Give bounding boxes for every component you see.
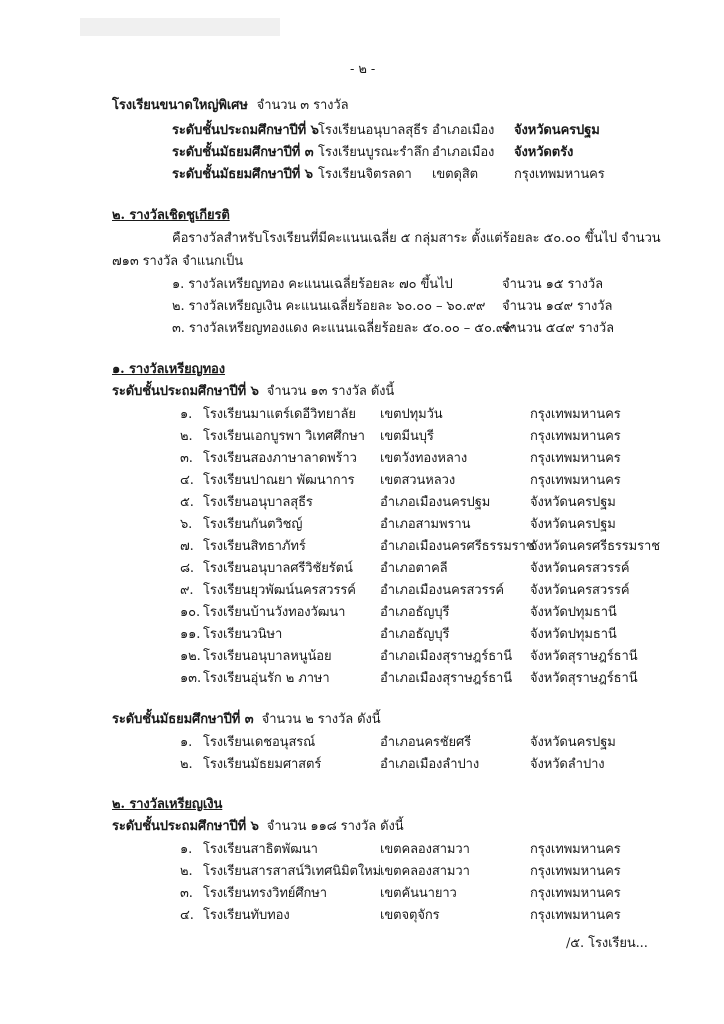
row-province: จังหวัดนครปฐม xyxy=(530,495,616,510)
row-district: อำเภอเมืองนครปฐม xyxy=(380,495,491,510)
row-number: ๔. xyxy=(180,908,194,923)
row-province: กรุงเทพมหานคร xyxy=(530,451,621,466)
award-label: ๓. รางวัลเหรียญทองแดง คะแนนเฉลี่ยร้อยละ ๕๐.๐๐ – ๕๐.๙๙ xyxy=(172,321,515,336)
row-school: โรงเรียนอนุบาลศรีวิชัยรัตน์ xyxy=(203,561,353,576)
row-province: กรุงเทพมหานคร xyxy=(514,167,605,182)
row-school: โรงเรียนทรงวิทย์ศึกษา xyxy=(203,886,327,901)
row-province: กรุงเทพมหานคร xyxy=(530,429,621,444)
row-school: โรงเรียนสองภาษาลาดพร้าว xyxy=(203,451,357,466)
row-province: จังหวัดปทุมธานี xyxy=(530,627,617,642)
row-school: โรงเรียนอุ่นรัก ๒ ภาษา xyxy=(203,671,330,686)
row-province: จังหวัดตรัง xyxy=(514,145,574,160)
row-province: จังหวัดลำปาง xyxy=(530,757,605,772)
row-school: โรงเรียนอนุบาลสุธีร xyxy=(203,495,313,510)
row-number: ๔. xyxy=(180,473,194,488)
row-district: เขตดุสิต xyxy=(432,167,478,182)
section2-heading: ๒. รางวัลเชิดชูเกียรติ xyxy=(112,208,230,223)
row-school: โรงเรียนบูรณะรำลึก xyxy=(318,145,430,160)
row-district: เขตคลองสามวา xyxy=(380,864,470,879)
section2-description: คือรางวัลสำหรับโรงเรียนที่มีคะแนนเฉลี่ย ๕ กลุ่มสาระ ตั้งแต่ร้อยละ ๕๐.๐๐ ขึ้นไป จำนวน xyxy=(172,231,661,246)
row-province: กรุงเทพมหานคร xyxy=(530,864,621,879)
row-province: กรุงเทพมหานคร xyxy=(530,407,621,422)
row-school: โรงเรียนทับทอง xyxy=(203,908,290,923)
section2-description-cont: ๗๑๓ รางวัล จำแนกเป็น xyxy=(112,254,244,269)
row-school: โรงเรียนสาธิตพัฒนา xyxy=(203,842,318,857)
row-school: โรงเรียนปาณยา พัฒนาการ xyxy=(203,473,355,488)
row-number: ๓. xyxy=(180,886,193,901)
special-large-heading: โรงเรียนขนาดใหญ่พิเศษ จำนวน ๓ รางวัล xyxy=(112,98,349,113)
row-number: ๑. xyxy=(180,842,193,857)
row-district: เขตคันนายาว xyxy=(380,886,457,901)
row-level: ระดับชั้นประถมศึกษาปีที่ ๖ xyxy=(172,123,319,138)
silver-primary-level: ระดับชั้นประถมศึกษาปีที่ ๖ จำนวน ๑๑๘ รางวัล ดังนี้ xyxy=(112,819,404,834)
row-number: ๒. xyxy=(180,429,193,444)
row-number: ๗. xyxy=(180,539,194,554)
row-number: ๑๐. xyxy=(180,605,201,620)
row-district: เขตจตุจักร xyxy=(380,908,440,923)
gold-heading: ๑. รางวัลเหรียญทอง xyxy=(112,362,226,377)
row-district: เขตสวนหลวง xyxy=(380,473,456,488)
gold-secondary-level: ระดับชั้นมัธยมศึกษาปีที่ ๓ จำนวน ๒ รางวัล ดังนี้ xyxy=(112,712,381,727)
row-province: จังหวัดสุราษฎร์ธานี xyxy=(530,671,638,686)
row-district: อำเภอธัญบุรี xyxy=(380,605,450,620)
row-school: โรงเรียนเดชอนุสรณ์ xyxy=(203,735,316,750)
row-number: ๑. xyxy=(180,735,193,750)
row-province: กรุงเทพมหานคร xyxy=(530,908,621,923)
row-district: อำเภอเมืองสุราษฎร์ธานี xyxy=(380,671,513,686)
row-district: เขตปทุมวัน xyxy=(380,407,443,422)
row-level: ระดับชั้นมัธยมศึกษาปีที่ ๖ xyxy=(172,167,313,182)
award-count: จำนวน ๕๔๙ รางวัล xyxy=(502,321,614,336)
award-label: ๑. รางวัลเหรียญทอง คะแนนเฉลี่ยร้อยละ ๗๐ ขึ้นไป xyxy=(172,277,453,292)
faint-header-mark xyxy=(80,18,280,36)
row-province: จังหวัดนครปฐม xyxy=(530,735,616,750)
continuation-marker: /๕. โรงเรียน... xyxy=(566,936,648,951)
row-school: โรงเรียนมัธยมศาสตร์ xyxy=(203,757,322,772)
silver-heading: ๒. รางวัลเหรียญเงิน xyxy=(112,797,223,812)
row-number: ๑๑. xyxy=(180,627,201,642)
row-school: โรงเรียนจิตรลดา xyxy=(318,167,412,182)
row-school: โรงเรียนมาแตร์เดอีวิทยาลัย xyxy=(203,407,356,422)
row-province: กรุงเทพมหานคร xyxy=(530,473,621,488)
row-province: จังหวัดนครปฐม xyxy=(530,517,616,532)
row-district: อำเภอธัญบุรี xyxy=(380,627,450,642)
row-district: อำเภอเมืองลำปาง xyxy=(380,757,480,772)
row-number: ๖. xyxy=(180,517,193,532)
row-province: กรุงเทพมหานคร xyxy=(530,886,621,901)
page-number: - ๒ - xyxy=(350,62,376,77)
row-district: อำเภอเมืองสุราษฎร์ธานี xyxy=(380,649,513,664)
row-number: ๘. xyxy=(180,561,194,576)
row-school: โรงเรียนอนุบาลสุธีร xyxy=(318,123,428,138)
row-level: ระดับชั้นมัธยมศึกษาปีที่ ๓ xyxy=(172,145,314,160)
row-number: ๓. xyxy=(180,451,193,466)
row-school: โรงเรียนบ้านวังทองวัฒนา xyxy=(203,605,346,620)
row-school: โรงเรียนสารสาสน์วิเทศนิมิตใหม่ xyxy=(203,864,382,879)
row-school: โรงเรียนกันตวิชญ์ xyxy=(203,517,303,532)
row-school: โรงเรียนสิทธาภัทร์ xyxy=(203,539,306,554)
row-district: เขตวังทองหลาง xyxy=(380,451,468,466)
row-district: เขตมีนบุรี xyxy=(380,429,434,444)
row-province: จังหวัดสุราษฎร์ธานี xyxy=(530,649,638,664)
gold-primary-level: ระดับชั้นประถมศึกษาปีที่ ๖ จำนวน ๑๓ รางวัล ดังนี้ xyxy=(112,384,395,399)
row-district: อำเภอเมือง xyxy=(432,145,495,160)
row-district: อำเภอนครชัยศรี xyxy=(380,735,472,750)
row-district: อำเภอตาคลี xyxy=(380,561,448,576)
award-count: จำนวน ๑๕ รางวัล xyxy=(502,277,603,292)
row-number: ๙. xyxy=(180,583,194,598)
row-province: จังหวัดปทุมธานี xyxy=(530,605,617,620)
award-label: ๒. รางวัลเหรียญเงิน คะแนนเฉลี่ยร้อยละ ๖๐.๐๐ – ๖๐.๙๙ xyxy=(172,299,486,314)
row-district: เขตคลองสามวา xyxy=(380,842,470,857)
row-school: โรงเรียนวนิษา xyxy=(203,627,283,642)
row-province: จังหวัดนครศรีธรรมราช xyxy=(530,539,660,554)
row-number: ๕. xyxy=(180,495,194,510)
row-district: อำเภอสามพราน xyxy=(380,517,471,532)
row-province: กรุงเทพมหานคร xyxy=(530,842,621,857)
row-number: ๑๒. xyxy=(180,649,201,664)
award-count: จำนวน ๑๔๙ รางวัล xyxy=(502,299,613,314)
row-school: โรงเรียนยุวพัฒน์นครสวรรค์ xyxy=(203,583,356,598)
row-province: จังหวัดนครสวรรค์ xyxy=(530,583,630,598)
row-district: อำเภอเมืองนครศรีธรรมราช xyxy=(380,539,535,554)
row-district: อำเภอเมือง xyxy=(432,123,495,138)
row-number: ๒. xyxy=(180,757,193,772)
row-school: โรงเรียนอนุบาลหนูน้อย xyxy=(203,649,332,664)
row-province: จังหวัดนครปฐม xyxy=(514,123,600,138)
row-number: ๒. xyxy=(180,864,193,879)
row-province: จังหวัดนครสวรรค์ xyxy=(530,561,630,576)
row-number: ๑๓. xyxy=(180,671,201,686)
row-district: อำเภอเมืองนครสวรรค์ xyxy=(380,583,504,598)
row-school: โรงเรียนเอกบูรพา วิเทศศึกษา xyxy=(203,429,365,444)
row-number: ๑. xyxy=(180,407,193,422)
